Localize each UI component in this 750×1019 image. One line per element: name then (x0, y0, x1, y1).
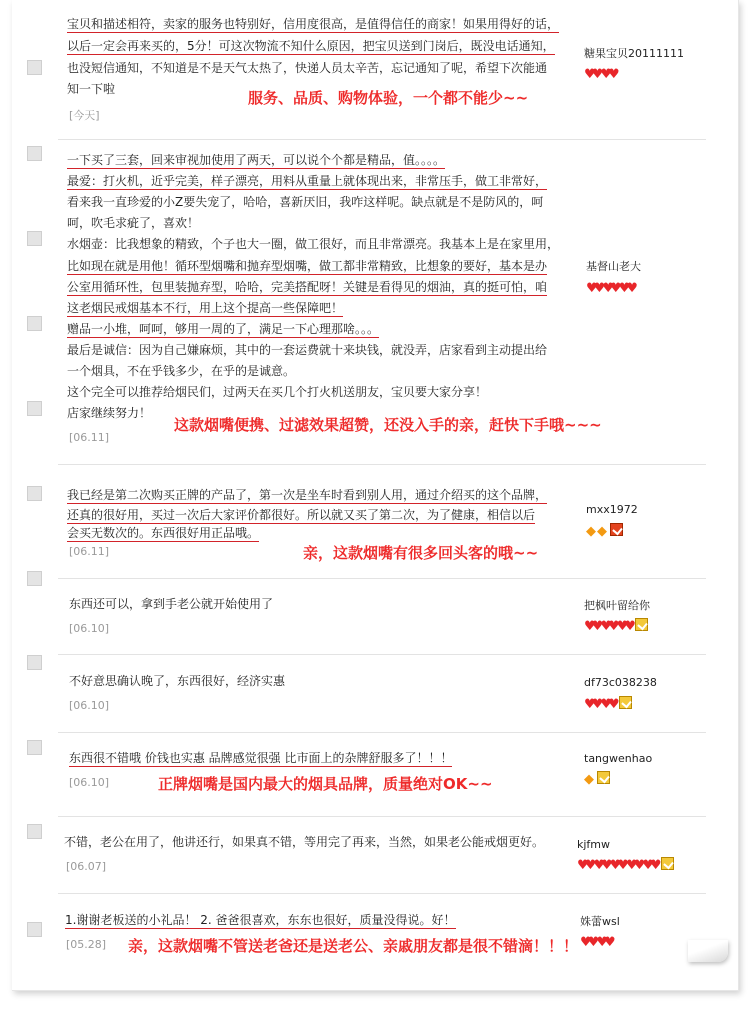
heart-icon (642, 859, 657, 873)
review-text-line: 比如现在就是用他！循环型烟嘴和抛弃型烟嘴，做工都非常精致，比想象的要好，基本是办 (67, 259, 548, 273)
side-marker (27, 231, 42, 246)
diamond-icon (597, 525, 607, 539)
reviewer-name[interactable]: 基督山老大 (586, 260, 641, 273)
review-text-line: 东西还可以，拿到手老公就开始使用了 (69, 597, 274, 611)
buyer-protection-icon (635, 618, 648, 631)
reviewer-name[interactable]: 姝蕾wsl (580, 915, 620, 928)
review-page (12, 0, 739, 991)
credit-badges (584, 63, 617, 77)
reviewer-name[interactable]: 糖果宝贝20111111 (584, 47, 684, 60)
buyer-protection-icon (597, 771, 610, 784)
credit-badges (580, 931, 613, 945)
review-text-line: 1.谢谢老板送的小礼品！ 2. 爸爸很喜欢，东东也很好，质量没得说。好！ (65, 913, 456, 927)
heart-icon (626, 859, 641, 873)
review-text-line: 最爱：打火机，近乎完美，样子漂亮，用料从重量上就体现出来，非常压手，做工非常好， (67, 174, 548, 188)
reviewer-name[interactable]: df73c038238 (584, 676, 657, 689)
heart-icon (610, 859, 625, 873)
heart-icon (584, 68, 599, 82)
reviewer-name[interactable]: tangwenhao (584, 752, 653, 765)
buyer-protection-icon (619, 696, 632, 709)
review-divider (58, 139, 706, 140)
heart-icon (580, 936, 595, 950)
heart-icon (584, 620, 599, 634)
buyer-protection-icon (661, 857, 674, 870)
credit-badges (586, 277, 635, 291)
review-date: [06.11] (69, 545, 110, 558)
review-date: [06.10] (69, 622, 110, 635)
reviewer-name[interactable]: mxx1972 (586, 503, 638, 516)
promo-annotation: 这款烟嘴便携、过滤效果超赞，还没入手的亲，赶快下手哦~~~ (174, 416, 602, 434)
review-text-line: 会买无数次的。东西很好用正品哦。 (67, 526, 260, 540)
review-text-line: 以后一定会再来买的，5分！可这次物流不知什么原因，把宝贝送到门岗后，既没电话通知， (67, 39, 555, 53)
review-text-line: 东西很不错哦 价钱也实惠 品牌感觉很强 比市面上的杂牌舒服多了！！！ (69, 751, 453, 765)
credit-badges (584, 693, 632, 707)
heart-icon (617, 620, 632, 634)
review-date: [06.10] (69, 699, 110, 712)
heart-icon (600, 620, 615, 634)
review-divider (58, 654, 706, 655)
heart-icon (593, 859, 608, 873)
review-text-line: 还真的很好用，买过一次后大家评价都很好。所以就又买了第二次，为了健康，相信以后 (67, 508, 536, 522)
review-text-line: 呵，吹毛求疵了，喜欢！ (67, 216, 200, 230)
side-marker (27, 571, 42, 586)
diamond-icon (586, 525, 596, 539)
review-date: [05.28] (66, 938, 107, 951)
review-date: [06.11] (69, 431, 110, 444)
review-date: [06.10] (69, 776, 110, 789)
review-text-line: 一下买了三套，回来审视加使用了两天，可以说个个都是精品，值。。。。 (67, 153, 446, 167)
credit-badges (586, 520, 623, 534)
review-text-line: 也没短信通知，不知道是不是天气太热了，快递人员太辛苦，忘记通知了呢，希望下次能通 (67, 61, 548, 75)
review-divider (58, 732, 706, 733)
review-text-line: 这老烟民戒烟基本不行，用上这个提高一些保障吧！ (67, 301, 344, 315)
review-checkbox[interactable] (27, 316, 42, 331)
promo-annotation: 服务、品质、购物体验，一个都不能少~~ (248, 89, 529, 107)
review-checkbox[interactable] (27, 824, 42, 839)
review-date: [今天] (69, 109, 100, 122)
diamond-icon (584, 773, 594, 787)
review-text-line: 知一下啦 (67, 82, 116, 96)
heart-icon (600, 698, 615, 712)
review-text-line: 宝贝和描述相符，卖家的服务也特别好，信用度很高，是值得信任的商家！如果用得好的话， (67, 17, 560, 31)
heart-icon (584, 698, 599, 712)
review-divider (58, 816, 706, 817)
heart-icon (586, 282, 601, 296)
heart-icon (602, 282, 617, 296)
review-checkbox[interactable] (27, 60, 42, 75)
heart-icon (577, 859, 592, 873)
review-text-line: 一个烟具，不在乎钱多少，在乎的是诚意。 (67, 364, 296, 378)
reviewer-name[interactable]: kjfmw (577, 838, 611, 851)
review-date: [06.07] (66, 860, 107, 873)
buyer-protection-icon (610, 523, 623, 536)
review-text-line: 赠品一小堆，呵呵，够用一周的了，满足一下心理那啥。。。 (67, 322, 380, 336)
review-checkbox[interactable] (27, 740, 42, 755)
review-text-line: 不错，老公在用了，他讲还行，如果真不错，等用完了再来，当然，如果老公能戒烟更好。 (64, 835, 545, 849)
side-marker (27, 146, 42, 161)
review-checkbox[interactable] (27, 486, 42, 501)
heart-icon (600, 68, 615, 82)
heart-icon (596, 936, 611, 950)
credit-badges (577, 854, 674, 868)
promo-annotation: 亲，这款烟嘴不管送老爸还是送老公、亲戚朋友都是很不错滴！！！ (128, 937, 579, 955)
credit-badges (584, 615, 648, 629)
reviewer-name[interactable]: 把枫叶留给你 (584, 599, 650, 612)
review-divider (58, 893, 706, 894)
review-checkbox[interactable] (27, 655, 42, 670)
review-text-line: 看来我一直珍爱的小Z要失宠了，哈哈，喜新厌旧，我咋这样呢。缺点就是不是防风的，呵 (67, 195, 544, 209)
promo-annotation: 正牌烟嘴是国内最大的烟具品牌，质量绝对OK~~ (158, 775, 493, 793)
review-text-line: 水烟壶：比我想象的精致，个子也大一圈，做工很好，而且非常漂亮。我基本上是在家里用， (67, 237, 560, 251)
review-text-line: 我已经是第二次购买正牌的产品了，第一次是坐车时看到别人用，通过介绍买的这个品牌， (67, 488, 548, 502)
review-text-line: 店家继续努力！ (67, 406, 152, 420)
review-text-line: 不好意思确认晚了，东西很好，经济实惠 (69, 674, 286, 688)
review-checkbox[interactable] (27, 922, 42, 937)
credit-badges (584, 768, 610, 782)
promo-annotation: 亲，这款烟嘴有很多回头客的哦~~ (303, 544, 539, 562)
review-text-line: 这个完全可以推荐给烟民们，过两天在买几个打火机送朋友，宝贝要大家分享！ (67, 385, 488, 399)
review-divider (58, 578, 706, 579)
review-text-line: 最后是诚信：因为自己嫌麻烦，其中的一套运费就十来块钱，就没弄，店家看到主动提出给 (67, 343, 548, 357)
side-marker (27, 401, 42, 416)
review-text-line: 公室用循环性，包里装抛弃型，哈哈，完美搭配呀！关键是看得见的烟油，真的挺可怕，咱 (67, 280, 548, 294)
heart-icon (619, 282, 634, 296)
review-divider (58, 464, 706, 465)
page-curl (688, 940, 728, 962)
